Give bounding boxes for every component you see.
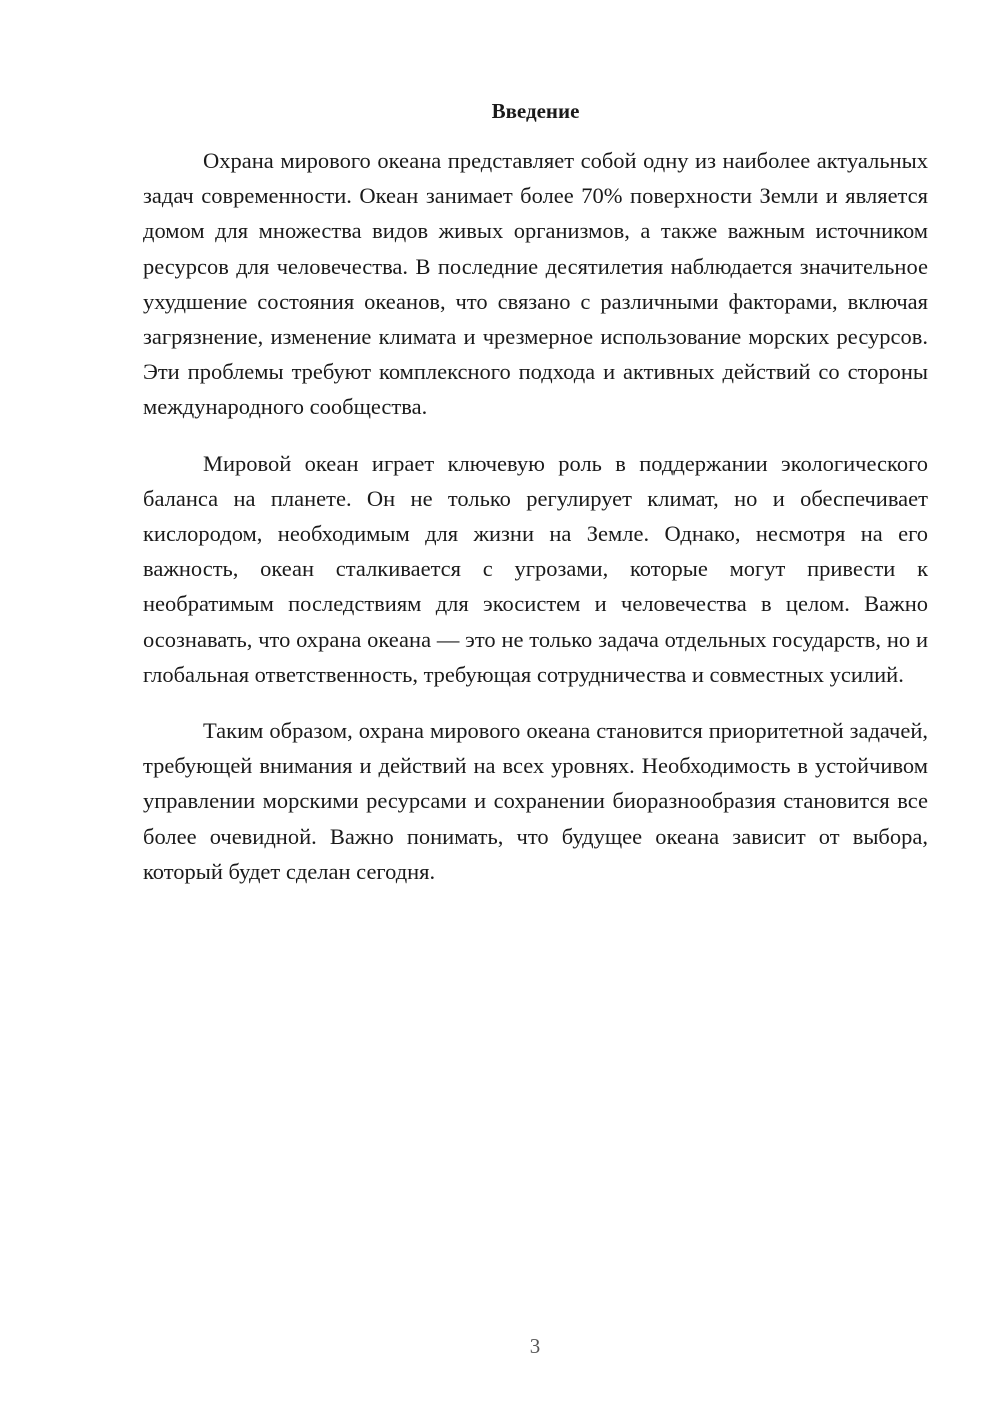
page-number: 3	[529, 1334, 541, 1358]
paragraph-1: Охрана мирового океана представляет собой одну из наиболее актуальных задач современности. Океан занимает более 70% поверхности Земли и является домом для множества видов живых организмов, а также важным источником ресурсов для человечества. В последние десятилетия наблюдается значительное ухудшение состояния океанов, что связано с различными факторами, включая загрязнение, изменение климата и чрезмерное использование морских ресурсов. Эти проблемы требуют комплексного подхода и активных действий со стороны международного сообщества.	[143, 148, 928, 420]
paragraph-2: Мировой океан играет ключевую роль в поддержании экологического баланса на планете. Он не только регулирует климат, но и обеспечивает кислородом, необходимым для жизни на Земле. Однако, несмотря на его важность, океан сталкивается с угрозами, которые могут привести к необратимым последствиям для экосистем и человечества в целом. Важно осознавать, что охрана океана — это не только задача отдельных государств, но и глобальная ответственность, требующая сотрудничества и совместных усилий.	[143, 450, 928, 687]
paragraph-3: Таким образом, охрана мирового океана становится приоритетной задачей, требующей внимания и действий на всех уровнях. Необходимость в устойчивом управлении морскими ресурсами и сохранении биоразнообразия становится все более очевидной. Важно понимать, что будущее океана зависит от выбора, который будет сделан сегодня.	[143, 718, 928, 884]
body-text	[143, 143, 928, 889]
section-heading: Введение	[491, 99, 580, 123]
